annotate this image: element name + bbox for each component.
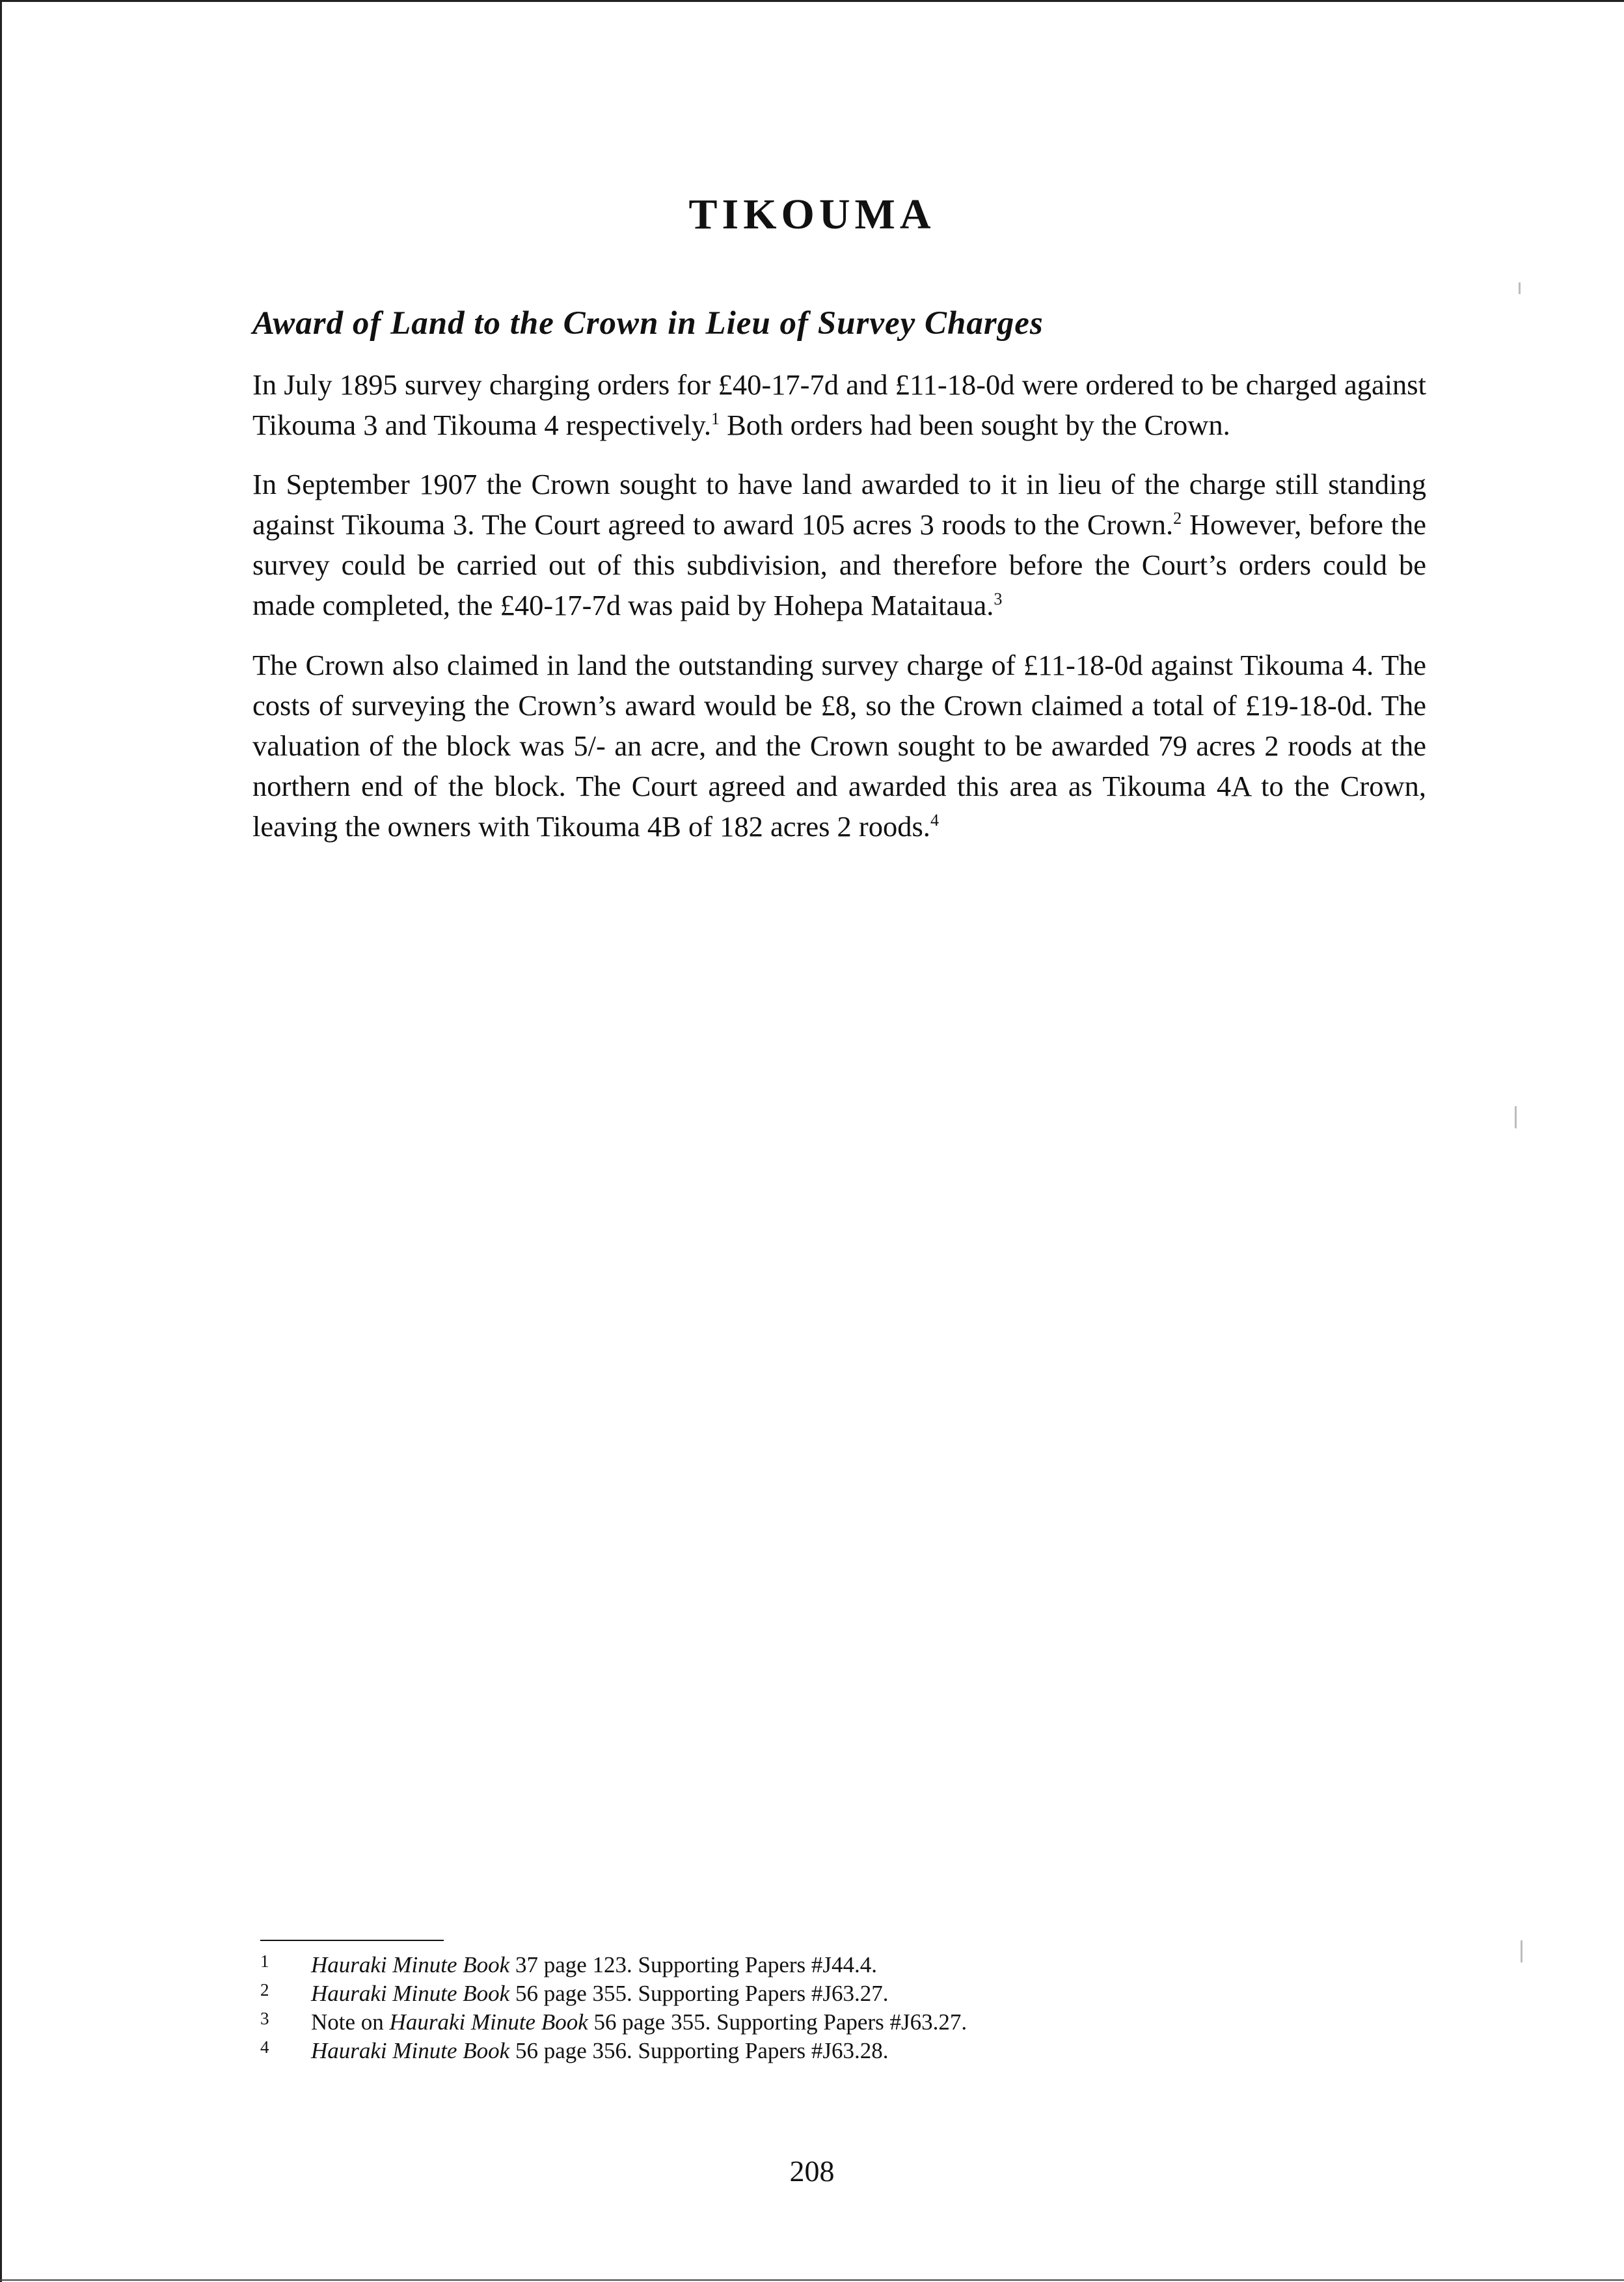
- footnote-detail: 56 page 355. Supporting Papers #J63.27.: [509, 1981, 889, 2006]
- footnote-number: 2: [260, 1980, 269, 2000]
- paragraph-text: In July 1895 survey charging orders for £40-17-7d and £11-18-0d were ordered to be charged against Tikouma 3 and Tikouma 4 respectively.: [252, 368, 1426, 441]
- footnote-ref: 2: [1173, 509, 1182, 528]
- page-title: TIKOUMA: [688, 191, 936, 238]
- footnote-text: [311, 1979, 889, 2008]
- paragraph-text: The Crown also claimed in land the outstanding survey charge of £11-18-0d against Tikouma 4. The costs of surveying the Crown’s award would be £8, so the Crown claimed a total of £19-18-0d. The valuation of the block was 5/- an acre, and the Crown sought to be awarded 79 acres 2 roods at the northern end of the block. The Court agreed and awarded this area as Tikouma 4A to the Crown, leaving the owners with Tikouma 4B of 182 acres 2 roods.: [252, 649, 1426, 843]
- scan-edge-top: [0, 0, 1624, 2]
- paragraph-1: [252, 364, 1426, 445]
- footnote: [260, 1951, 1366, 1979]
- scan-edge-left: [0, 0, 2, 2282]
- footnote-ref: 4: [930, 811, 939, 830]
- scan-edge-bottom: [0, 2279, 1624, 2281]
- footnote: [260, 2008, 1366, 2037]
- footnote-source: Hauraki Minute Book: [389, 2009, 588, 2035]
- scan-speck: [1519, 282, 1521, 294]
- footnote-source: Hauraki Minute Book: [311, 1952, 510, 1977]
- footnote: [260, 2037, 1366, 2065]
- footnote-detail: 56 page 355. Supporting Papers #J63.27.: [588, 2009, 968, 2035]
- footnote-source: Hauraki Minute Book: [311, 1981, 510, 2006]
- footnote-ref: 1: [710, 409, 720, 429]
- footnote-number: 1: [260, 1951, 269, 1971]
- scan-speck: [1521, 1940, 1522, 1963]
- section-heading: Award of Land to the Crown in Lieu of Survey Charges: [252, 305, 1044, 342]
- footnote-detail: 37 page 123. Supporting Papers #J44.4.: [509, 1952, 878, 1977]
- footnote-text: [311, 2008, 967, 2037]
- footnotes: [260, 1951, 1366, 2065]
- footnote-detail: 56 page 356. Supporting Papers #J63.28.: [509, 2038, 889, 2063]
- footnote-text: [311, 2037, 889, 2065]
- paragraph-text: Both orders had been sought by the Crown.: [719, 409, 1230, 441]
- footnote: [260, 1979, 1366, 2008]
- footnote-divider: [260, 1940, 444, 1941]
- footnote-text: [311, 1951, 877, 1979]
- paragraph-2: [252, 464, 1426, 625]
- footnote-number: 4: [260, 2037, 269, 2057]
- paragraph-text: However, before the survey could be carried out of this subdivision, and therefore before the Court’s orders could be made completed, the £40-17-7d was paid by Hohepa Mataitaua.: [252, 508, 1426, 621]
- page-number: 208: [789, 2154, 835, 2188]
- footnote-prefix: Note on: [311, 2009, 390, 2035]
- footnote-source: Hauraki Minute Book: [311, 2038, 510, 2063]
- footnote-ref: 3: [994, 590, 1003, 609]
- paragraph-text: In September 1907 the Crown sought to have land awarded to it in lieu of the charge still standing against Tikouma 3. The Court agreed to award 105 acres 3 roods to the Crown.: [252, 468, 1426, 541]
- footnote-number: 3: [260, 2009, 269, 2028]
- scan-speck: [1515, 1106, 1517, 1128]
- paragraph-3: [252, 645, 1426, 847]
